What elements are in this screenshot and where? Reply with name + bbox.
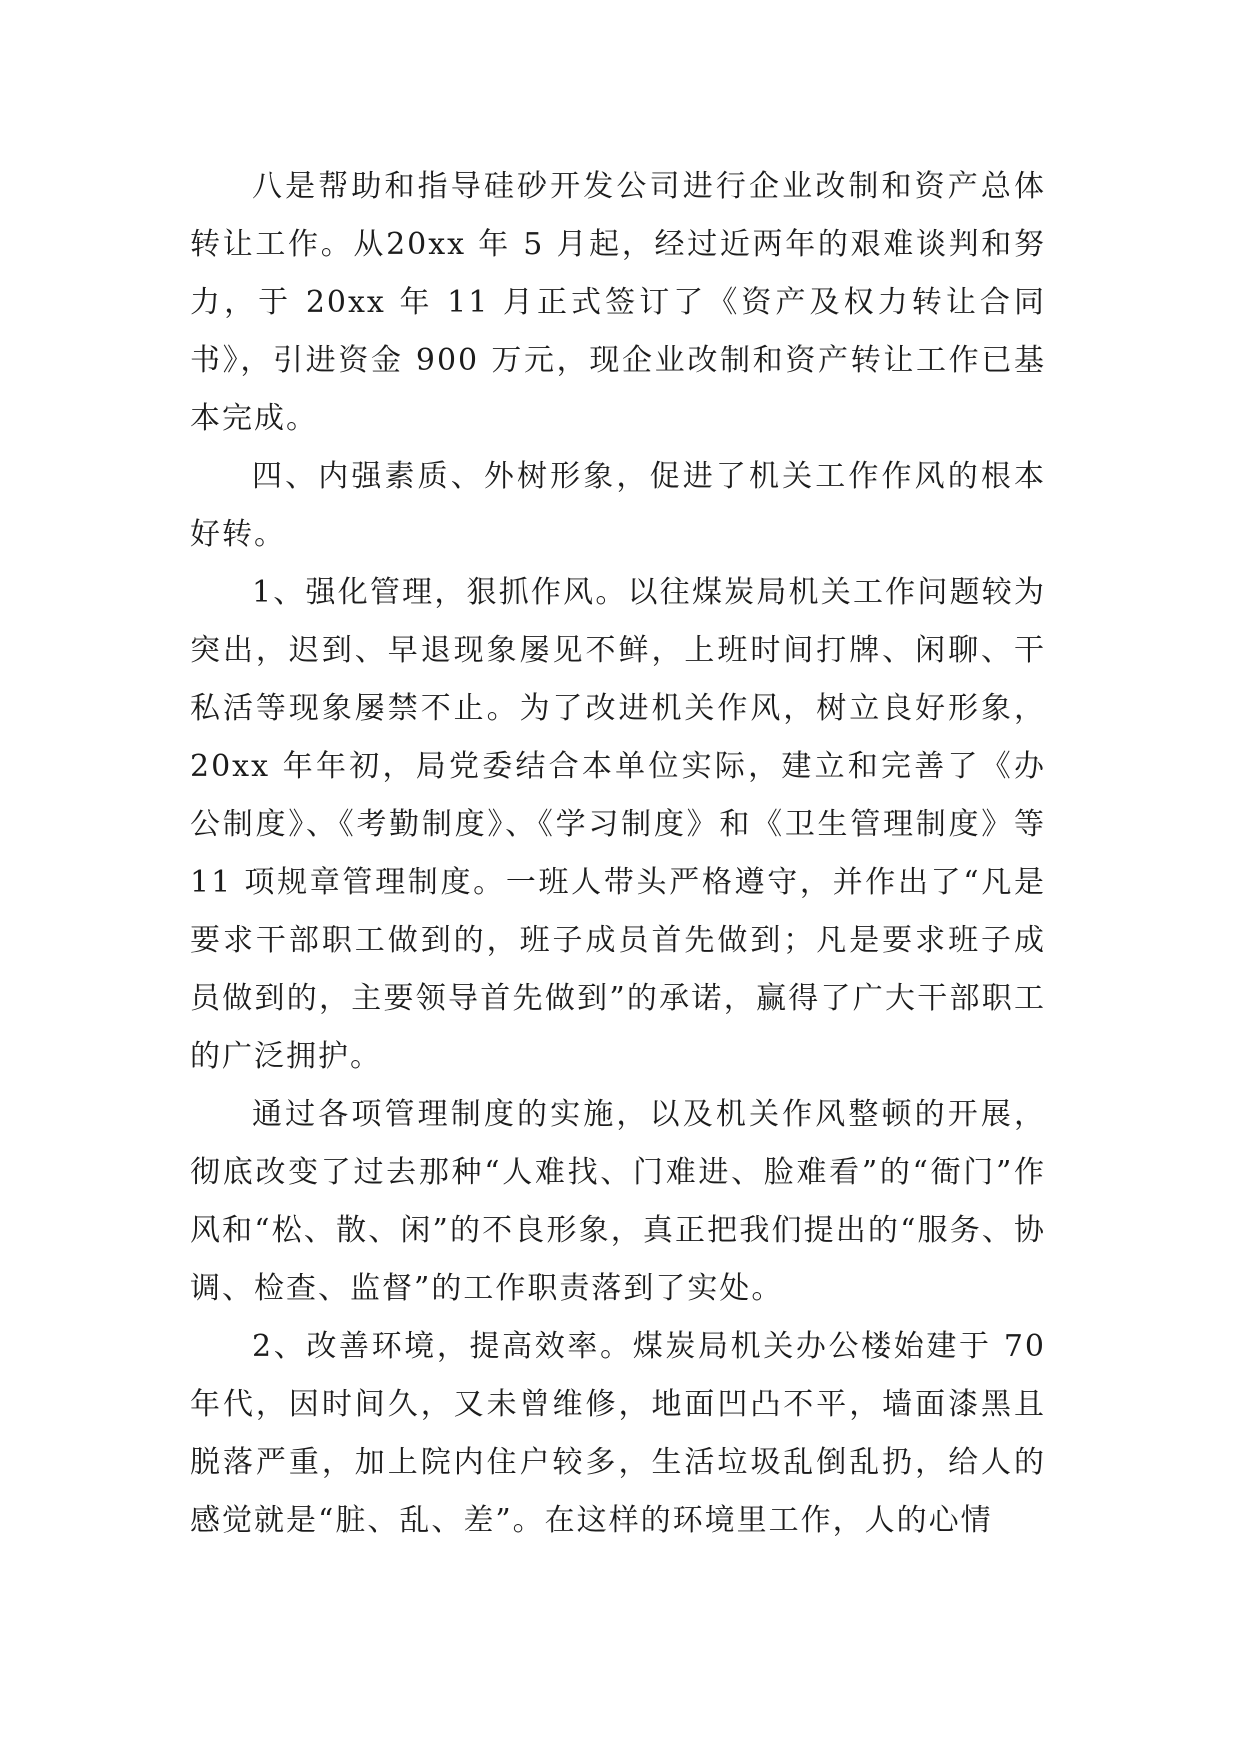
paragraph-asset-transfer: 八是帮助和指导硅砂开发公司进行企业改制和资产总体转让工作。从20xx 年 5 月起，经过近两年的艰难谈判和努力，于 20xx 年 11 月正式签订了《资产及权力转让合同书》，引进资金 900 万元，现企业改制和资产转让工作已基本完成。 [190,169,1046,436]
paragraph-section-four-heading: 四、内强素质、外树形象，促进了机关工作作风的根本好转。 [190,459,1046,552]
paragraph-management-results: 通过各项管理制度的实施，以及机关作风整顿的开展，彻底改变了过去那种“人难找、门难进、脸难看”的“衙门”作风和“松、散、闲”的不良形象，真正把我们提出的“服务、协调、检查、监督”的工作职责落到了实处。 [190,1097,1046,1306]
paragraph-improve-environment: 2、改善环境，提高效率。煤炭局机关办公楼始建于 70年代，因时间久，又未曾维修，地面凹凸不平，墙面漆黑且脱落严重，加上院内住户较多，生活垃圾乱倒乱扔，给人的感觉就是“脏、乱、差”。在这样的环境里工作，人的心情 [190,1329,1046,1538]
document-body [190,158,1046,1550]
paragraph-strengthen-management: 1、强化管理，狠抓作风。以往煤炭局机关工作问题较为突出，迟到、早退现象屡见不鲜，上班时间打牌、闲聊、干私活等现象屡禁不止。为了改进机关作风，树立良好形象，20xx 年年初，局党委结合本单位实际，建立和完善了《办公制度》、《考勤制度》、《学习制度》和《卫生管理制度》等 11 项规章管理制度。一班人带头严格遵守，并作出了“凡是要求干部职工做到的，班子成员首先做到；凡是要求班子成员做到的，主要领导首先做到”的承诺，赢得了广大干部职工的广泛拥护。 [190,575,1046,1074]
